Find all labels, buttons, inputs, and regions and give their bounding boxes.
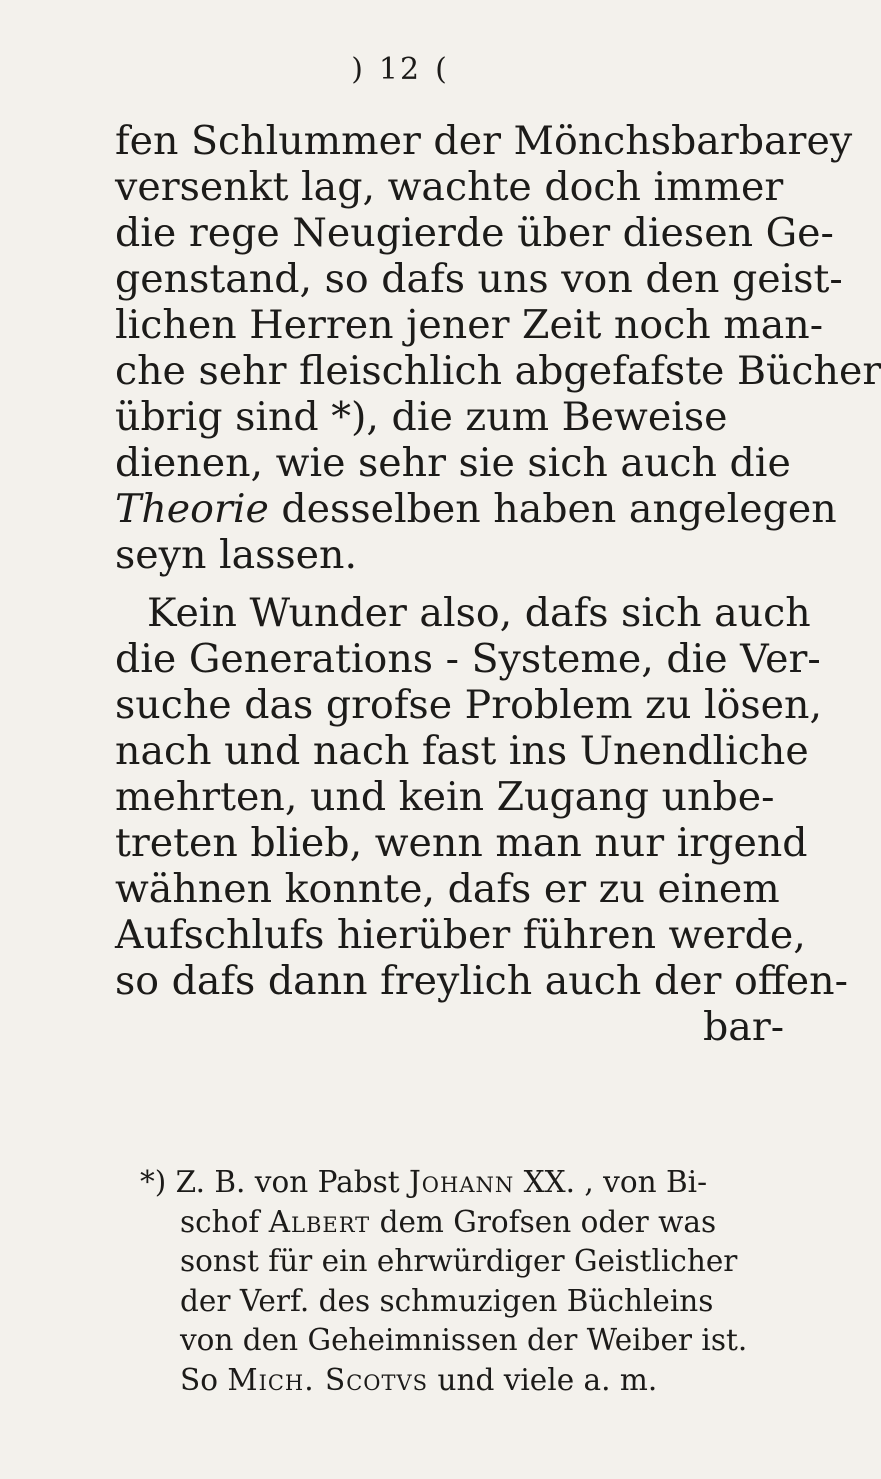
- text-line: versenkt lag, wachte doch immer: [115, 164, 784, 210]
- footnote-line: [140, 1163, 790, 1203]
- text-line: suche das grofse Problem zu lösen,: [115, 682, 823, 728]
- footnote-line: der Verf. des schmuzigen Büchleins: [180, 1283, 714, 1318]
- footnote-line: von den Geheimnissen der Weiber ist.: [180, 1323, 748, 1357]
- text-line: Aufschlufs hierüber führen werde,: [115, 912, 806, 958]
- text-line: mehrten, und kein Zugang unbe-: [115, 774, 775, 820]
- header-left-paren: ): [351, 52, 365, 87]
- small-caps-name: Albert: [268, 1204, 371, 1239]
- page-number: 12: [378, 52, 422, 87]
- text-line: [115, 486, 837, 532]
- italic-word: Theorie: [115, 486, 269, 532]
- footnote-line: [140, 1203, 790, 1243]
- text-span: schof: [180, 1204, 269, 1239]
- text-line: treten blieb, wenn man nur irgend: [115, 820, 808, 866]
- text-span: *) Z. B. von Pabst: [140, 1165, 409, 1199]
- text-line: nach und nach fast ins Unendliche: [115, 728, 809, 774]
- text-span: und viele a. m.: [428, 1362, 658, 1397]
- text-line: übrig sind *), die zum Beweise: [115, 394, 728, 440]
- text-line: seyn lassen.: [115, 532, 358, 578]
- footnote: [140, 1163, 790, 1400]
- text-span: dem Grofsen oder was: [370, 1204, 717, 1239]
- text-line: die rege Neugierde über diesen Ge-: [115, 210, 834, 256]
- text-span: XX. , von Bi-: [514, 1165, 708, 1199]
- catchword: bar-: [703, 1004, 785, 1050]
- footnote-line: [140, 1361, 790, 1401]
- text-line: genstand, so dafs uns von den geist-: [115, 256, 843, 302]
- text-line: lichen Herren jener Zeit noch man-: [115, 302, 824, 348]
- footnote-line: sonst für ein ehrwürdiger Geistlicher: [180, 1244, 738, 1278]
- text-span: So: [180, 1362, 228, 1397]
- small-caps-name: Johann: [408, 1165, 515, 1199]
- text-line: wähnen konnte, dafs er zu einem: [115, 866, 780, 912]
- page-header: [0, 52, 800, 87]
- text-line: die Generations - Systeme, die Ver-: [115, 636, 821, 682]
- text-line: fen Schlummer der Mönchsbarbarey: [115, 118, 853, 164]
- small-caps-name: Mich. Scotvs: [227, 1362, 429, 1397]
- header-right-paren: (: [435, 52, 449, 87]
- text-span: desselben haben angelegen: [268, 486, 837, 532]
- text-line: che sehr fleischlich abgefafste Bücher: [115, 348, 881, 394]
- text-line: Kein Wunder also, dafs sich auch: [147, 590, 811, 636]
- main-text: [115, 118, 881, 1050]
- text-line: dienen, wie sehr sie sich auch die: [115, 440, 791, 486]
- text-line: so dafs dann freylich auch der offen-: [115, 958, 848, 1004]
